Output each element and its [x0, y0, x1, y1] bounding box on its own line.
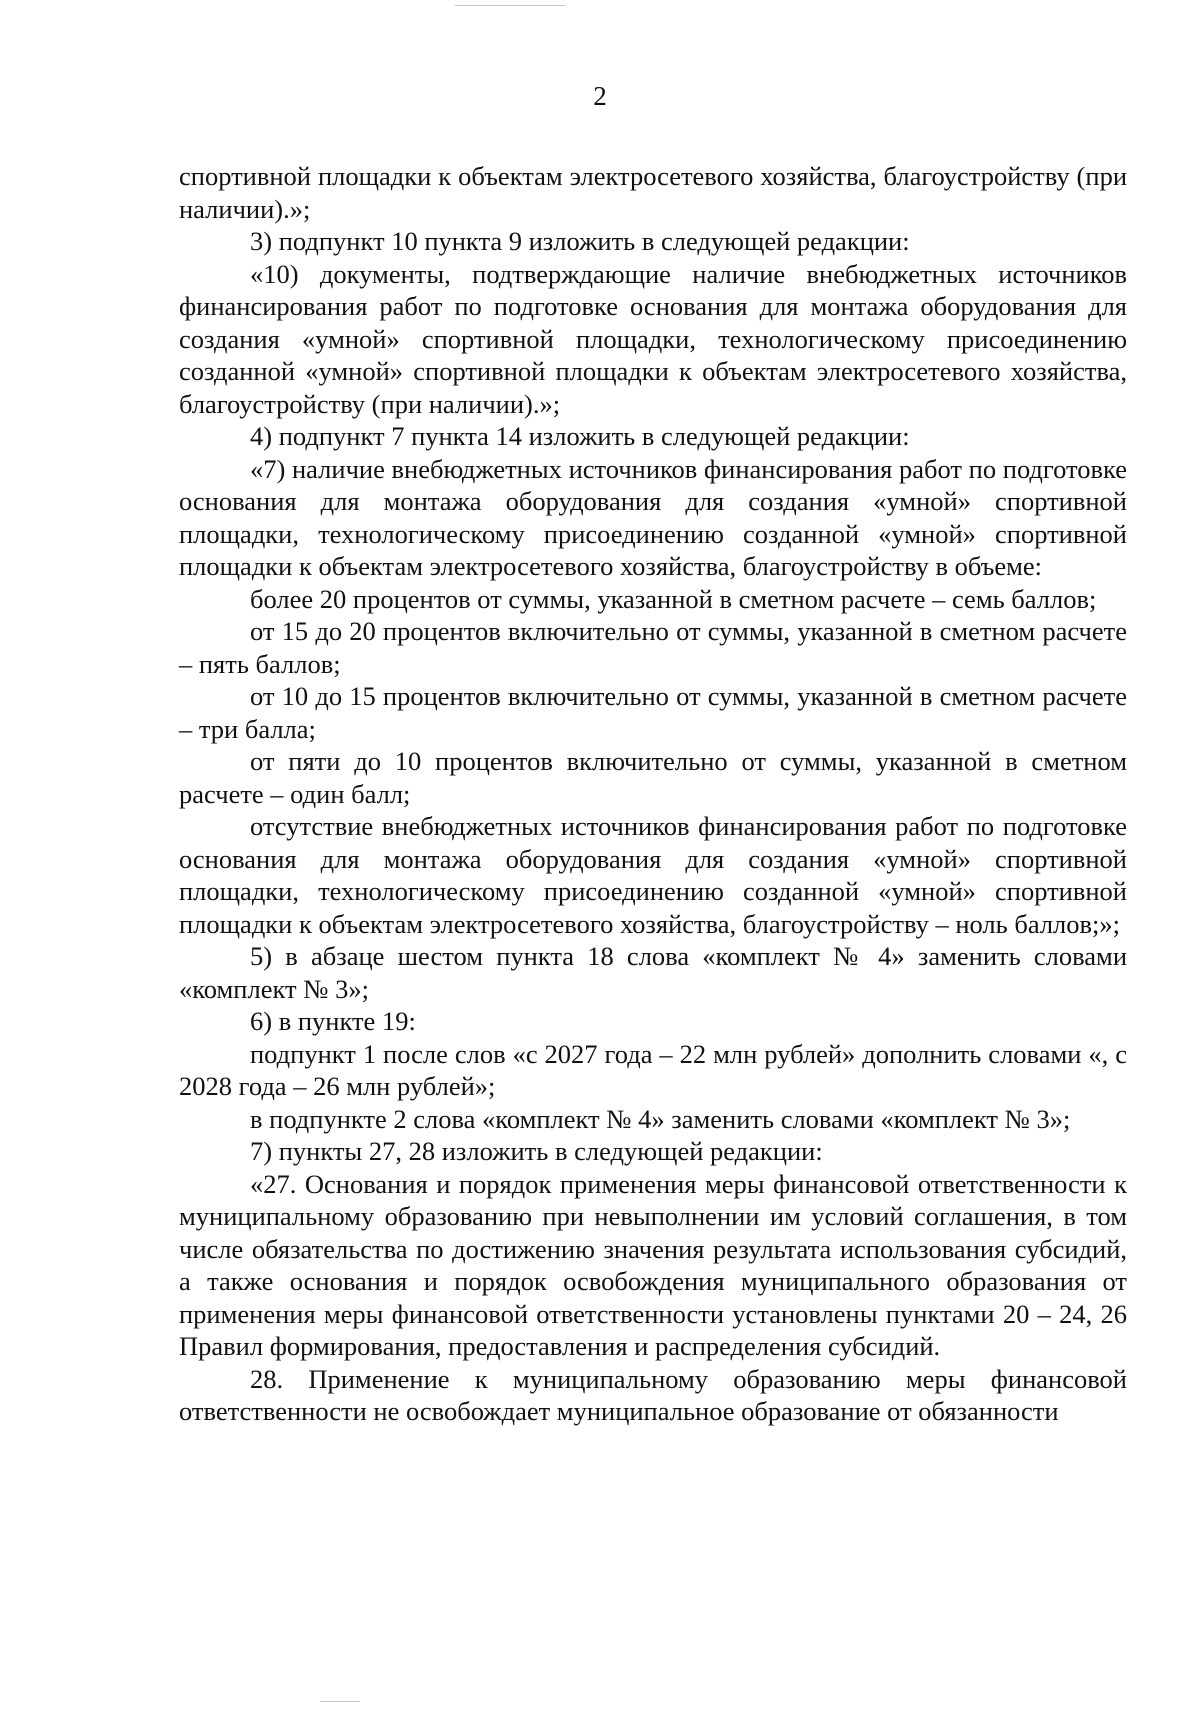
document-body [179, 160, 1127, 1428]
paragraph-quote-10: «10) документы, подтверждающие наличие внебюджетных источников финансирования работ по подготовке основания для монтажа оборудования для создания «умной» спортивной площадки, технологическому присоединению созданной «умной» спортивной площадки к объектам электросетевого хозяйства, благоустройству (при наличии).»; [179, 258, 1127, 419]
paragraph-item-3: 3) подпункт 10 пункта 9 изложить в следующей редакции: [250, 226, 910, 256]
paragraph-score-seven: более 20 процентов от суммы, указанной в сметном расчете – семь баллов; [250, 583, 1097, 614]
paragraph-quote-7: «7) наличие внебюджетных источников финансирования работ по подготовке основания для монтажа оборудования для создания «умной» спортивной площадки, технологическому присоединению созданной «умной» спортивной площадки к объектам электросетевого хозяйства, благоустройству в объеме: [179, 453, 1127, 581]
paragraph-item-7: 7) пункты 27, 28 изложить в следующей редакции: [250, 1136, 823, 1166]
paragraph-point-27: «27. Основания и порядок применения меры финансовой ответственности к муниципальному образованию при невыполнении им условий соглашения, в том числе обязательства по достижению значения результата использования субсидий, а также основания и порядок освобождения муниципального образования от применения меры финансовой ответственности установлены пунктами 20 – 24, 26 Правил формирования, предоставления и распределения субсидий. [179, 1168, 1127, 1361]
paragraph-continuation: спортивной площадки к объектам электросетевого хозяйства, благоустройству (при наличии).»; [179, 161, 1127, 224]
page-number: 2 [593, 81, 607, 111]
paragraph-score-five: от 15 до 20 процентов включительно от суммы, указанной в сметном расчете – пять баллов; [179, 616, 1127, 679]
paragraph-point-28: 28. Применение к муниципальному образованию меры финансовой ответственности не освобождает муниципальное образование от обязанности [179, 1363, 1127, 1426]
paragraph-subitem-2: в подпункте 2 слова «комплект № 4» заменить словами «комплект № 3»; [250, 1103, 1071, 1134]
paragraph-score-zero: отсутствие внебюджетных источников финансирования работ по подготовке основания для монтажа оборудования для создания «умной» спортивной площадки, технологическому присоединению созданной «умной» спортивной площадки к объектам электросетевого хозяйства, благоустройству – ноль баллов;»; [179, 811, 1127, 939]
scan-artifact [320, 1701, 360, 1702]
paragraph-subitem-1: подпункт 1 после слов «с 2027 года – 22 млн рублей» дополнить словами «, с 2028 года – 26 млн рублей»; [179, 1038, 1127, 1101]
paragraph-item-4: 4) подпункт 7 пункта 14 изложить в следующей редакции: [250, 421, 910, 451]
paragraph-score-three: от 10 до 15 процентов включительно от суммы, указанной в сметном расчете – три балла; [179, 681, 1127, 744]
paragraph-item-6: 6) в пункте 19: [250, 1006, 416, 1036]
scan-artifact [455, 5, 565, 6]
paragraph-score-one: от пяти до 10 процентов включительно от суммы, указанной в сметном расчете – один балл; [179, 746, 1127, 809]
paragraph-item-5: 5) в абзаце шестом пункта 18 слова «комплект № 4» заменить словами «комплект № 3»; [179, 941, 1127, 1004]
